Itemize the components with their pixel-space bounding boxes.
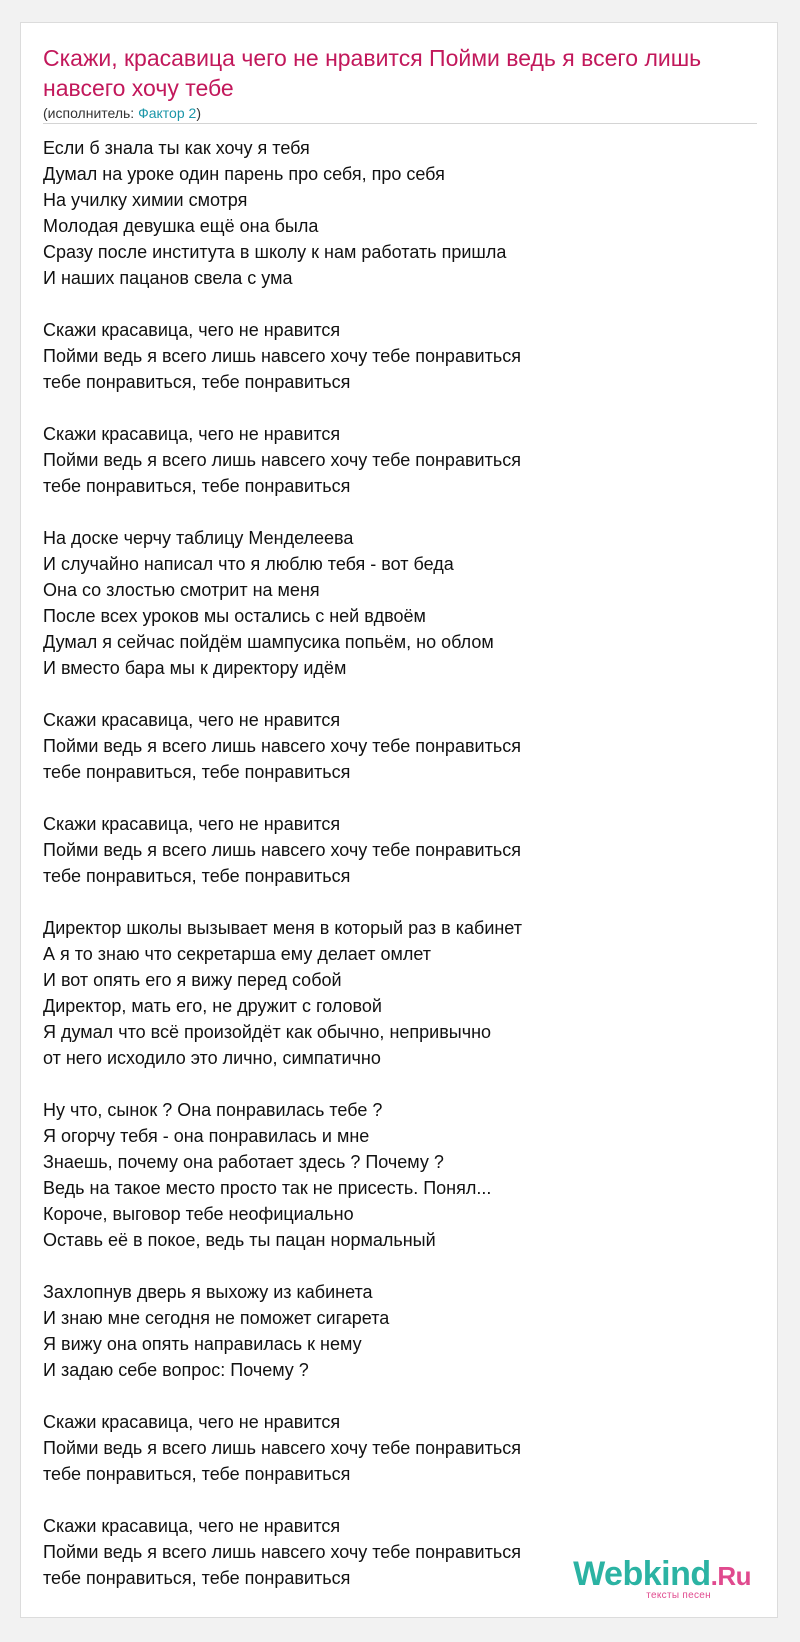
lyrics-stanza xyxy=(43,915,757,1071)
lyrics-line: Знаешь, почему она работает здесь ? Почему ? xyxy=(43,1152,444,1172)
lyrics-stanza xyxy=(43,421,757,499)
lyrics-line: Скажи красавица, чего не нравится xyxy=(43,814,341,834)
lyrics-line: Пойми ведь я всего лишь навсего хочу тебе понравиться xyxy=(43,1542,521,1562)
lyrics-line: Думал на уроке один парень про себя, про себя xyxy=(43,164,445,184)
lyrics-line: тебе понравиться, тебе понравиться xyxy=(43,866,351,886)
webkind-logo[interactable] xyxy=(573,1555,751,1601)
lyrics-stanza xyxy=(43,525,757,681)
lyrics-line: тебе понравиться, тебе понравиться xyxy=(43,1568,351,1588)
lyrics-stanza xyxy=(43,135,757,291)
artist-line xyxy=(43,104,201,122)
lyrics-line: На доске черчу таблицу Менделеева xyxy=(43,528,354,548)
lyrics-line: Скажи красавица, чего не нравится xyxy=(43,1516,341,1536)
lyrics-line: И задаю себе вопрос: Почему ? xyxy=(43,1360,309,1380)
lyrics-stanza xyxy=(43,317,757,395)
lyrics-line: Пойми ведь я всего лишь навсего хочу тебе понравиться xyxy=(43,840,521,860)
logo-wordmark xyxy=(573,1555,751,1593)
lyrics-line: от него исходило это лично, симпатично xyxy=(43,1048,381,1068)
lyrics-line: тебе понравиться, тебе понравиться xyxy=(43,1464,351,1484)
artist-link[interactable]: Фактор 2 xyxy=(138,105,197,121)
lyrics-page xyxy=(20,22,778,1618)
lyrics-line: Директор школы вызывает меня в который раз в кабинет xyxy=(43,918,522,938)
lyrics-body xyxy=(43,135,757,1617)
lyrics-line: И наших пацанов свела с ума xyxy=(43,268,293,288)
lyrics-line: Сразу после института в школу к нам работать пришла xyxy=(43,242,507,262)
lyrics-line: Короче, выговор тебе неофициально xyxy=(43,1204,354,1224)
lyrics-line: На училку химии смотря xyxy=(43,190,248,210)
lyrics-line: И вместо бара мы к директору идём xyxy=(43,658,347,678)
lyrics-line: Думал я сейчас пойдём шампусика попьём, но облом xyxy=(43,632,494,652)
lyrics-line: Если б знала ты как хочу я тебя xyxy=(43,138,310,158)
lyrics-line: Захлопнув дверь я выхожу из кабинета xyxy=(43,1282,373,1302)
lyrics-line: А я то знаю что секретарша ему делает омлет xyxy=(43,944,431,964)
lyrics-line: Пойми ведь я всего лишь навсего хочу тебе понравиться xyxy=(43,450,521,470)
artist-suffix: ) xyxy=(196,105,201,121)
lyrics-line: Она со злостью смотрит на меня xyxy=(43,580,320,600)
lyrics-line: Оставь её в покое, ведь ты пацан нормальный xyxy=(43,1230,436,1250)
lyrics-line: Ну что, сынок ? Она понравилась тебе ? xyxy=(43,1100,383,1120)
logo-tagline: тексты песен xyxy=(646,1590,711,1601)
lyrics-stanza xyxy=(43,811,757,889)
lyrics-line: Я вижу она опять направилась к нему xyxy=(43,1334,362,1354)
lyrics-stanza xyxy=(43,1097,757,1253)
lyrics-line: И знаю мне сегодня не поможет сигарета xyxy=(43,1308,390,1328)
lyrics-line: Скажи красавица, чего не нравится xyxy=(43,1412,341,1432)
lyrics-line: Ведь на такое место просто так не присесть. Понял... xyxy=(43,1178,492,1198)
logo-tld-text: .Ru xyxy=(710,1561,751,1591)
lyrics-line: Я огорчу тебя - она понравилась и мне xyxy=(43,1126,370,1146)
lyrics-line: Скажи красавица, чего не нравится xyxy=(43,710,341,730)
lyrics-line: И случайно написал что я люблю тебя - вот беда xyxy=(43,554,454,574)
lyrics-line: Пойми ведь я всего лишь навсего хочу тебе понравиться xyxy=(43,1438,521,1458)
title-divider xyxy=(43,123,757,124)
song-title: Скажи, красавица чего не нравится Пойми ведь я всего лишь навсего хочу тебе xyxy=(43,45,702,101)
lyrics-stanza xyxy=(43,707,757,785)
artist-prefix: (исполнитель: xyxy=(43,105,139,121)
lyrics-line: После всех уроков мы остались с ней вдвоём xyxy=(43,606,426,626)
lyrics-line: И вот опять его я вижу перед собой xyxy=(43,970,342,990)
lyrics-line: Скажи красавица, чего не нравится xyxy=(43,320,341,340)
lyrics-line: тебе понравиться, тебе понравиться xyxy=(43,372,351,392)
lyrics-line: тебе понравиться, тебе понравиться xyxy=(43,762,351,782)
lyrics-stanza xyxy=(43,1279,757,1383)
logo-main-text: Webkind xyxy=(573,1555,711,1593)
lyrics-line: Пойми ведь я всего лишь навсего хочу тебе понравиться xyxy=(43,346,521,366)
lyrics-line: Пойми ведь я всего лишь навсего хочу тебе понравиться xyxy=(43,736,521,756)
lyrics-line: Я думал что всё произойдёт как обычно, непривычно xyxy=(43,1022,492,1042)
lyrics-line: Молодая девушка ещё она была xyxy=(43,216,319,236)
lyrics-line: тебе понравиться, тебе понравиться xyxy=(43,476,351,496)
lyrics-line: Скажи красавица, чего не нравится xyxy=(43,424,341,444)
lyrics-stanza xyxy=(43,1409,757,1487)
lyrics-line: Директор, мать его, не дружит с головой xyxy=(43,996,382,1016)
